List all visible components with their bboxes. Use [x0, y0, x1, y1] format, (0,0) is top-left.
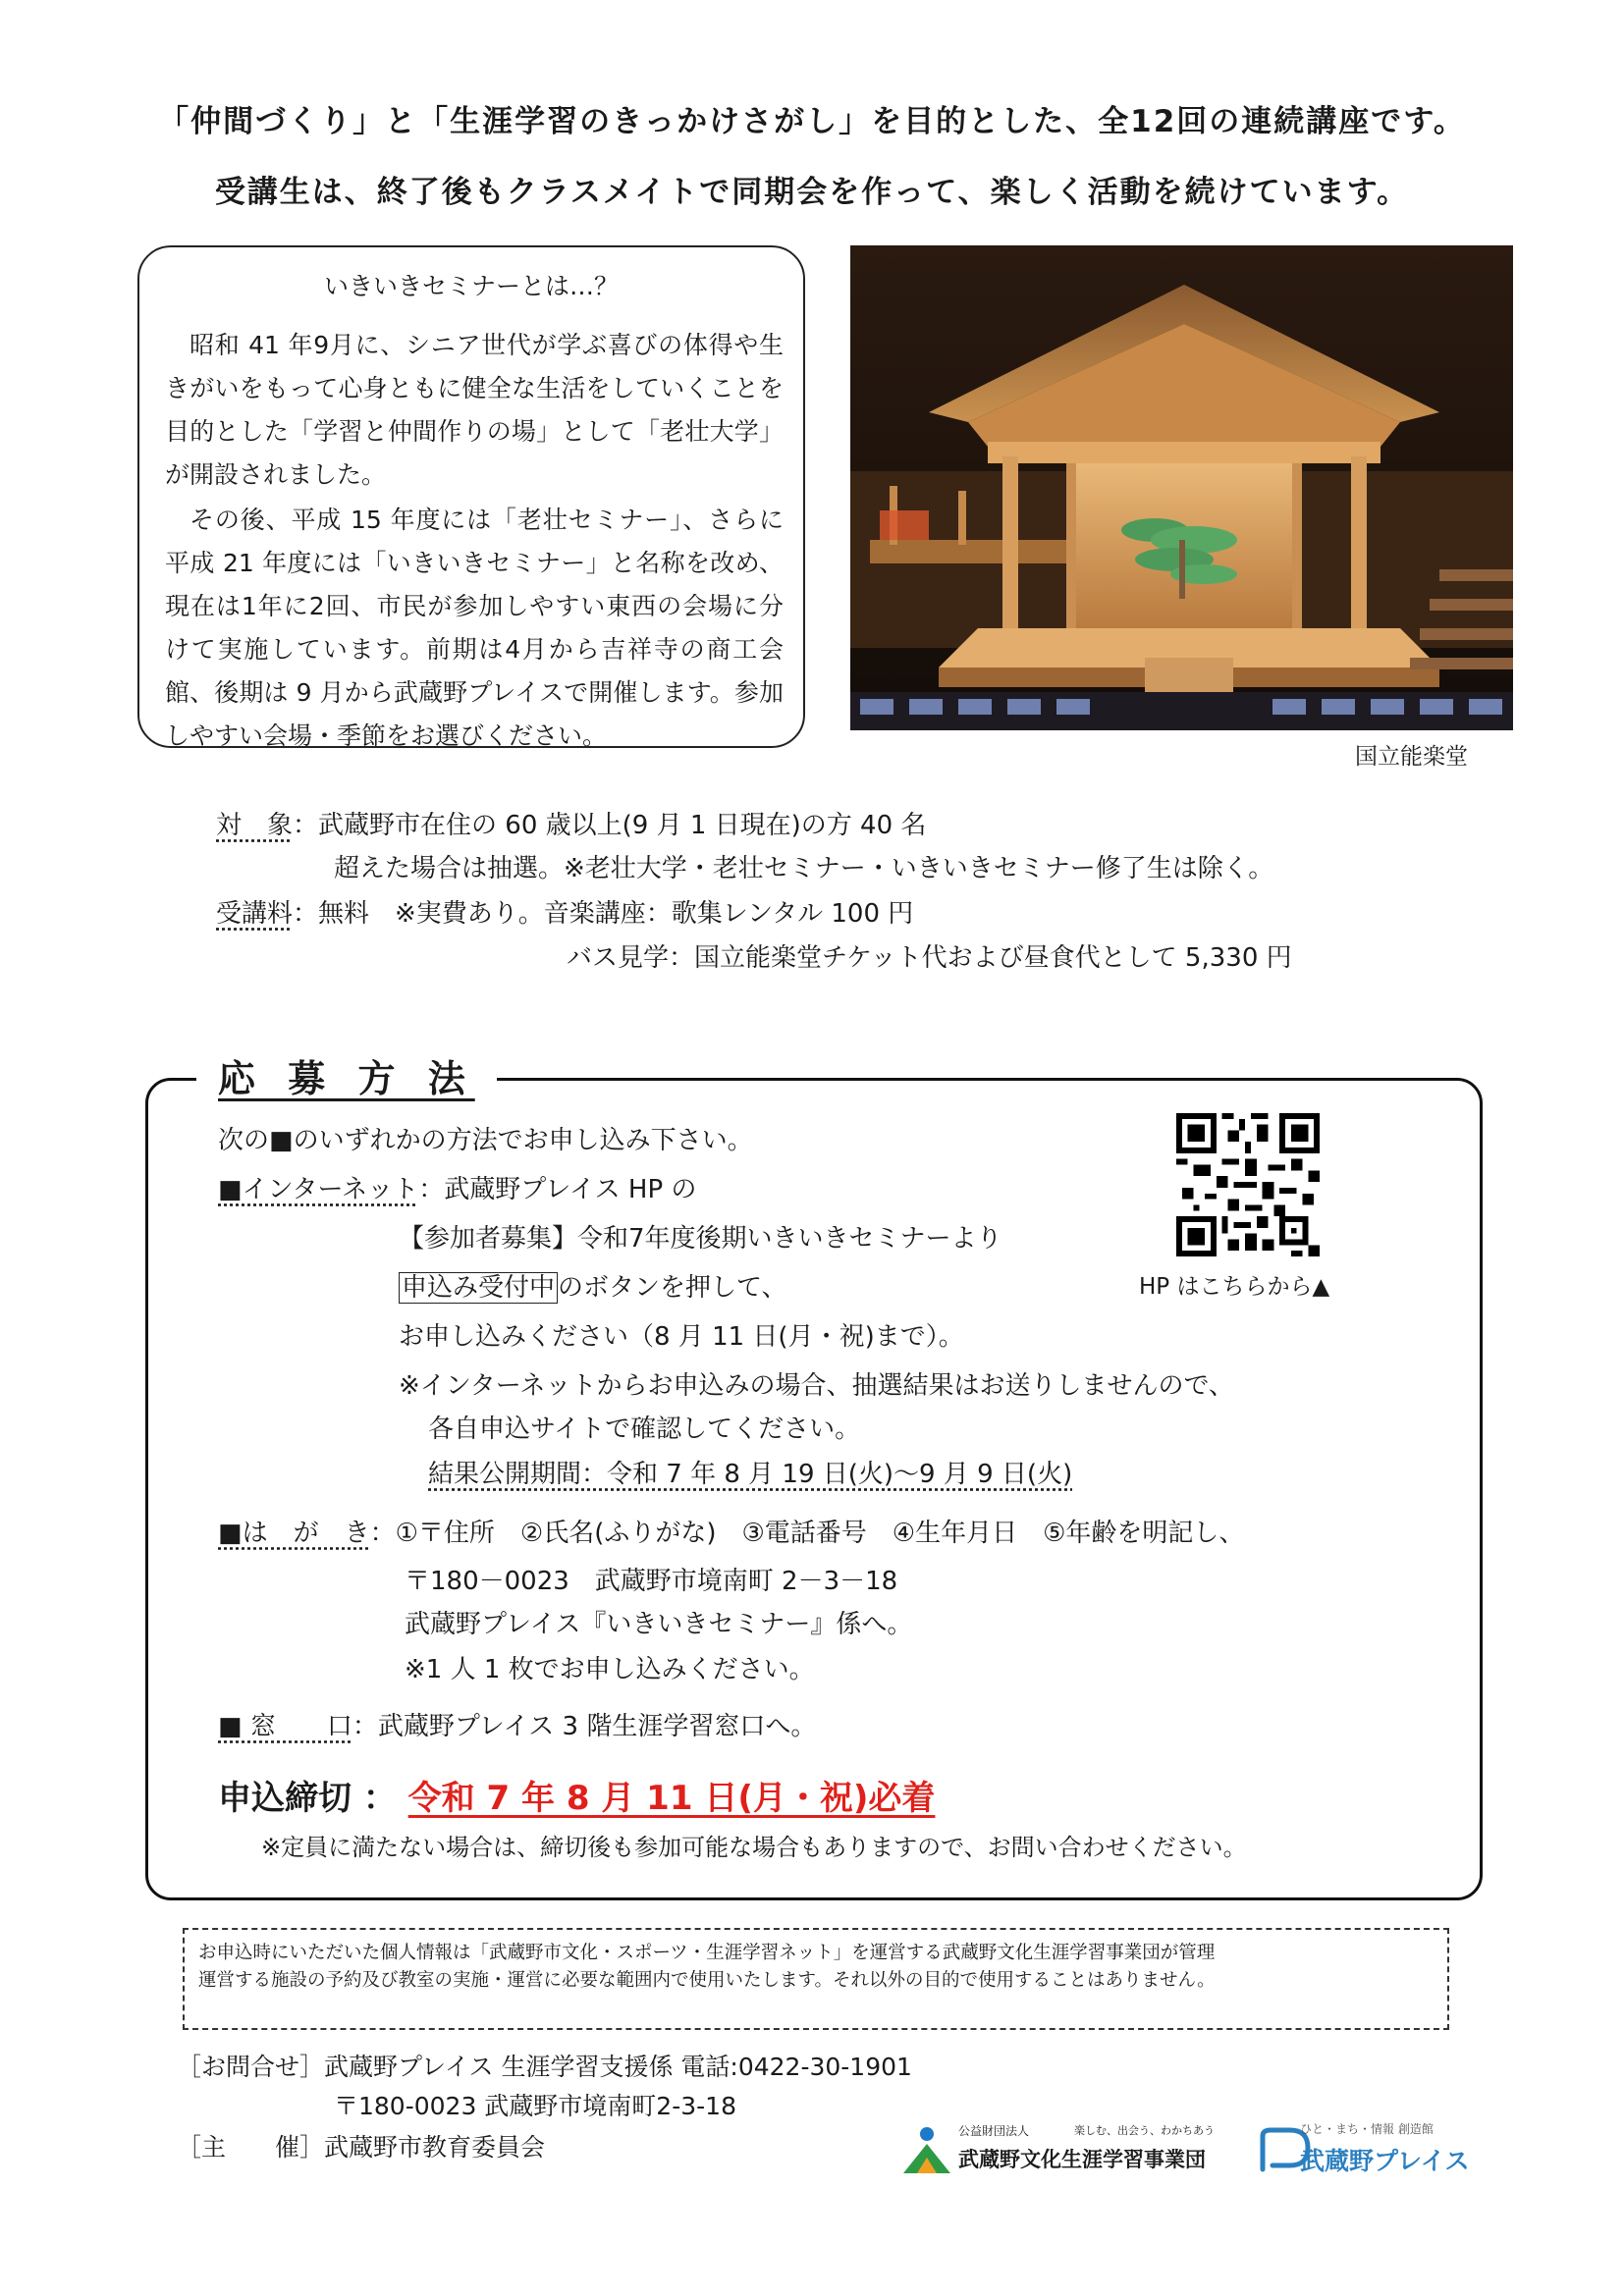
target-row — [216, 805, 926, 841]
foundation-tagline: 楽しむ、出会う、わかちあう — [1074, 2124, 1215, 2137]
fee-line-2: バス見学：国立能楽堂チケット代および昼食代として 5,330 円 — [567, 943, 1292, 973]
photo-caption: 国立能楽堂 — [1355, 744, 1468, 770]
host-label: ［主 催］ — [177, 2133, 325, 2162]
window-label: ■ 窓 口 — [218, 1712, 352, 1741]
postcard-line-1: ：①〒住所 ②氏名(ふりがな) ③電話番号 ④生年月日 ⑤年齢を明記し、 — [369, 1519, 1245, 1548]
inquiry-label: ［お問合せ］ — [177, 2053, 325, 2081]
internet-line-1: ：武蔵野プレイス HP の — [418, 1175, 697, 1204]
internet-note-2: 各自申込サイトで確認してください。 — [428, 1415, 861, 1444]
window-row — [218, 1706, 816, 1742]
deadline-note: ※定員に満たない場合は、締切後も参加可能な場合もありますので、お問い合わせください。 — [261, 1834, 1247, 1861]
target-line-2: 超えた場合は抽選。※老壮大学・老壮セミナー・いきいきセミナー修了生は除く。 — [334, 854, 1274, 883]
internet-note-1: ※インターネットからお申込みの場合、抽選結果はお送りしませんので、 — [399, 1371, 1234, 1401]
result-period: 結果公開期間：令和 7 年 8 月 19 日(火)～9 月 9 日(火) — [428, 1460, 1073, 1489]
target-label: 対 象 — [216, 811, 294, 840]
inquiry-line-2: 〒180-0023 武蔵野市境南町2-3-18 — [334, 2092, 736, 2120]
inquiry-line-1: 武蔵野プレイス 生涯学習支援係 電話:0422-30-1901 — [324, 2053, 912, 2081]
internet-line-2: 【参加者募集】令和7年度後期いきいきセミナーより — [399, 1224, 1002, 1254]
privacy-notice — [183, 1928, 1449, 2030]
about-paragraph-1: 昭和 41 年9月に、シニア世代が学ぶ喜びの体得や生きがいをもって心身ともに健全な生活をしていくことを目的とした「学習と仲間作りの場」として「老壮大学」が開設されました。 — [165, 331, 784, 489]
internet-line-3 — [399, 1267, 787, 1304]
deadline-row — [218, 1771, 935, 1819]
window-line: ：武蔵野プレイス 3 階生涯学習窓口へ。 — [352, 1712, 817, 1741]
musashino-place-logo — [1255, 2120, 1510, 2179]
internet-label: ■インターネット — [218, 1175, 419, 1204]
postcard-line-4: ※1 人 1 枚でお申し込みください。 — [405, 1655, 815, 1684]
privacy-line-2: 運営する施設の予約及び教室の実施・運営に必要な範囲内で使用いたします。それ以外の目的で使用することはありません。 — [198, 1970, 1216, 1991]
about-paragraph-2: その後、平成 15 年度には「老壮セミナー」、さらに平成 21 年度には「いきいきセミナー」と名称を改め、現在は1年に2回、市民が参加しやすい東西の会場に分けて実施しています。前期は4月から吉祥寺の商工会館、後期は 9 月から武蔵野プレイスで開催します。参加しやすい会場・季節をお選びください。 — [165, 506, 784, 750]
qr-caption: HP はこちらから▲ — [1139, 1274, 1330, 1300]
place-tagline: ひと・まち・情報 創造館 — [1300, 2122, 1434, 2136]
internet-line-3-rest: のボタンを押して、 — [558, 1273, 787, 1303]
postcard-row — [218, 1513, 1244, 1549]
noh-stage-photo — [850, 245, 1513, 730]
place-name: 武蔵野プレイス — [1300, 2147, 1470, 2175]
target-line-1: ：武蔵野市在住の 60 歳以上(9 月 1 日現在)の方 40 名 — [293, 811, 927, 840]
privacy-line-1: お申込時にいただいた個人情報は「武蔵野市文化・スポーツ・生涯学習ネット」を運営する武蔵野文化生涯学習事業団が管理 — [198, 1943, 1216, 1963]
foundation-small-label: 公益財団法人 — [958, 2124, 1030, 2138]
internet-row — [218, 1169, 696, 1205]
postcard-line-2: 〒180－0023 武蔵野市境南町 2－3－18 — [405, 1567, 898, 1596]
foundation-name: 武蔵野文化生涯学習事業団 — [958, 2148, 1206, 2171]
postcard-line-3: 武蔵野プレイス『いきいきセミナー』係へ。 — [405, 1610, 913, 1639]
about-title: いきいきセミナーとは…？ — [323, 272, 619, 300]
deadline-value: 令和 7 年 8 月 11 日(月・祝)必着 — [407, 1779, 936, 1818]
host-row — [177, 2128, 545, 2163]
lead-line-1: 「仲間づくり」と「生涯学習のきっかけさがし」を目的とした、全12回の連続講座です。 — [158, 104, 1466, 139]
inquiry-row — [177, 2048, 912, 2083]
internet-line-4: お申し込みください（8 月 11 日(月・祝)まで）。 — [399, 1322, 964, 1352]
lead-line-2: 受講生は、終了後もクラスメイトで同期会を作って、楽しく活動を続けています。 — [214, 175, 1410, 210]
fee-label: 受講料 — [216, 899, 294, 929]
fee-row — [216, 893, 913, 930]
apply-intro: 次の■のいずれかの方法でお申し込み下さい。 — [218, 1126, 753, 1155]
postcard-label: ■は が き — [218, 1519, 370, 1548]
apply-open-button-label: 申込み受付中 — [399, 1272, 558, 1304]
host-value: 武蔵野市教育委員会 — [324, 2133, 546, 2162]
deadline-label: 申込締切 ： — [218, 1779, 397, 1818]
qr-code[interactable] — [1176, 1113, 1320, 1256]
apply-heading: 応 募 方 法 — [196, 1048, 497, 1102]
foundation-logo-mark-icon — [899, 2124, 954, 2175]
foundation-logo — [899, 2120, 1223, 2179]
fee-line-1: ：無料 ※実費あり。音楽講座：歌集レンタル 100 円 — [293, 899, 914, 929]
